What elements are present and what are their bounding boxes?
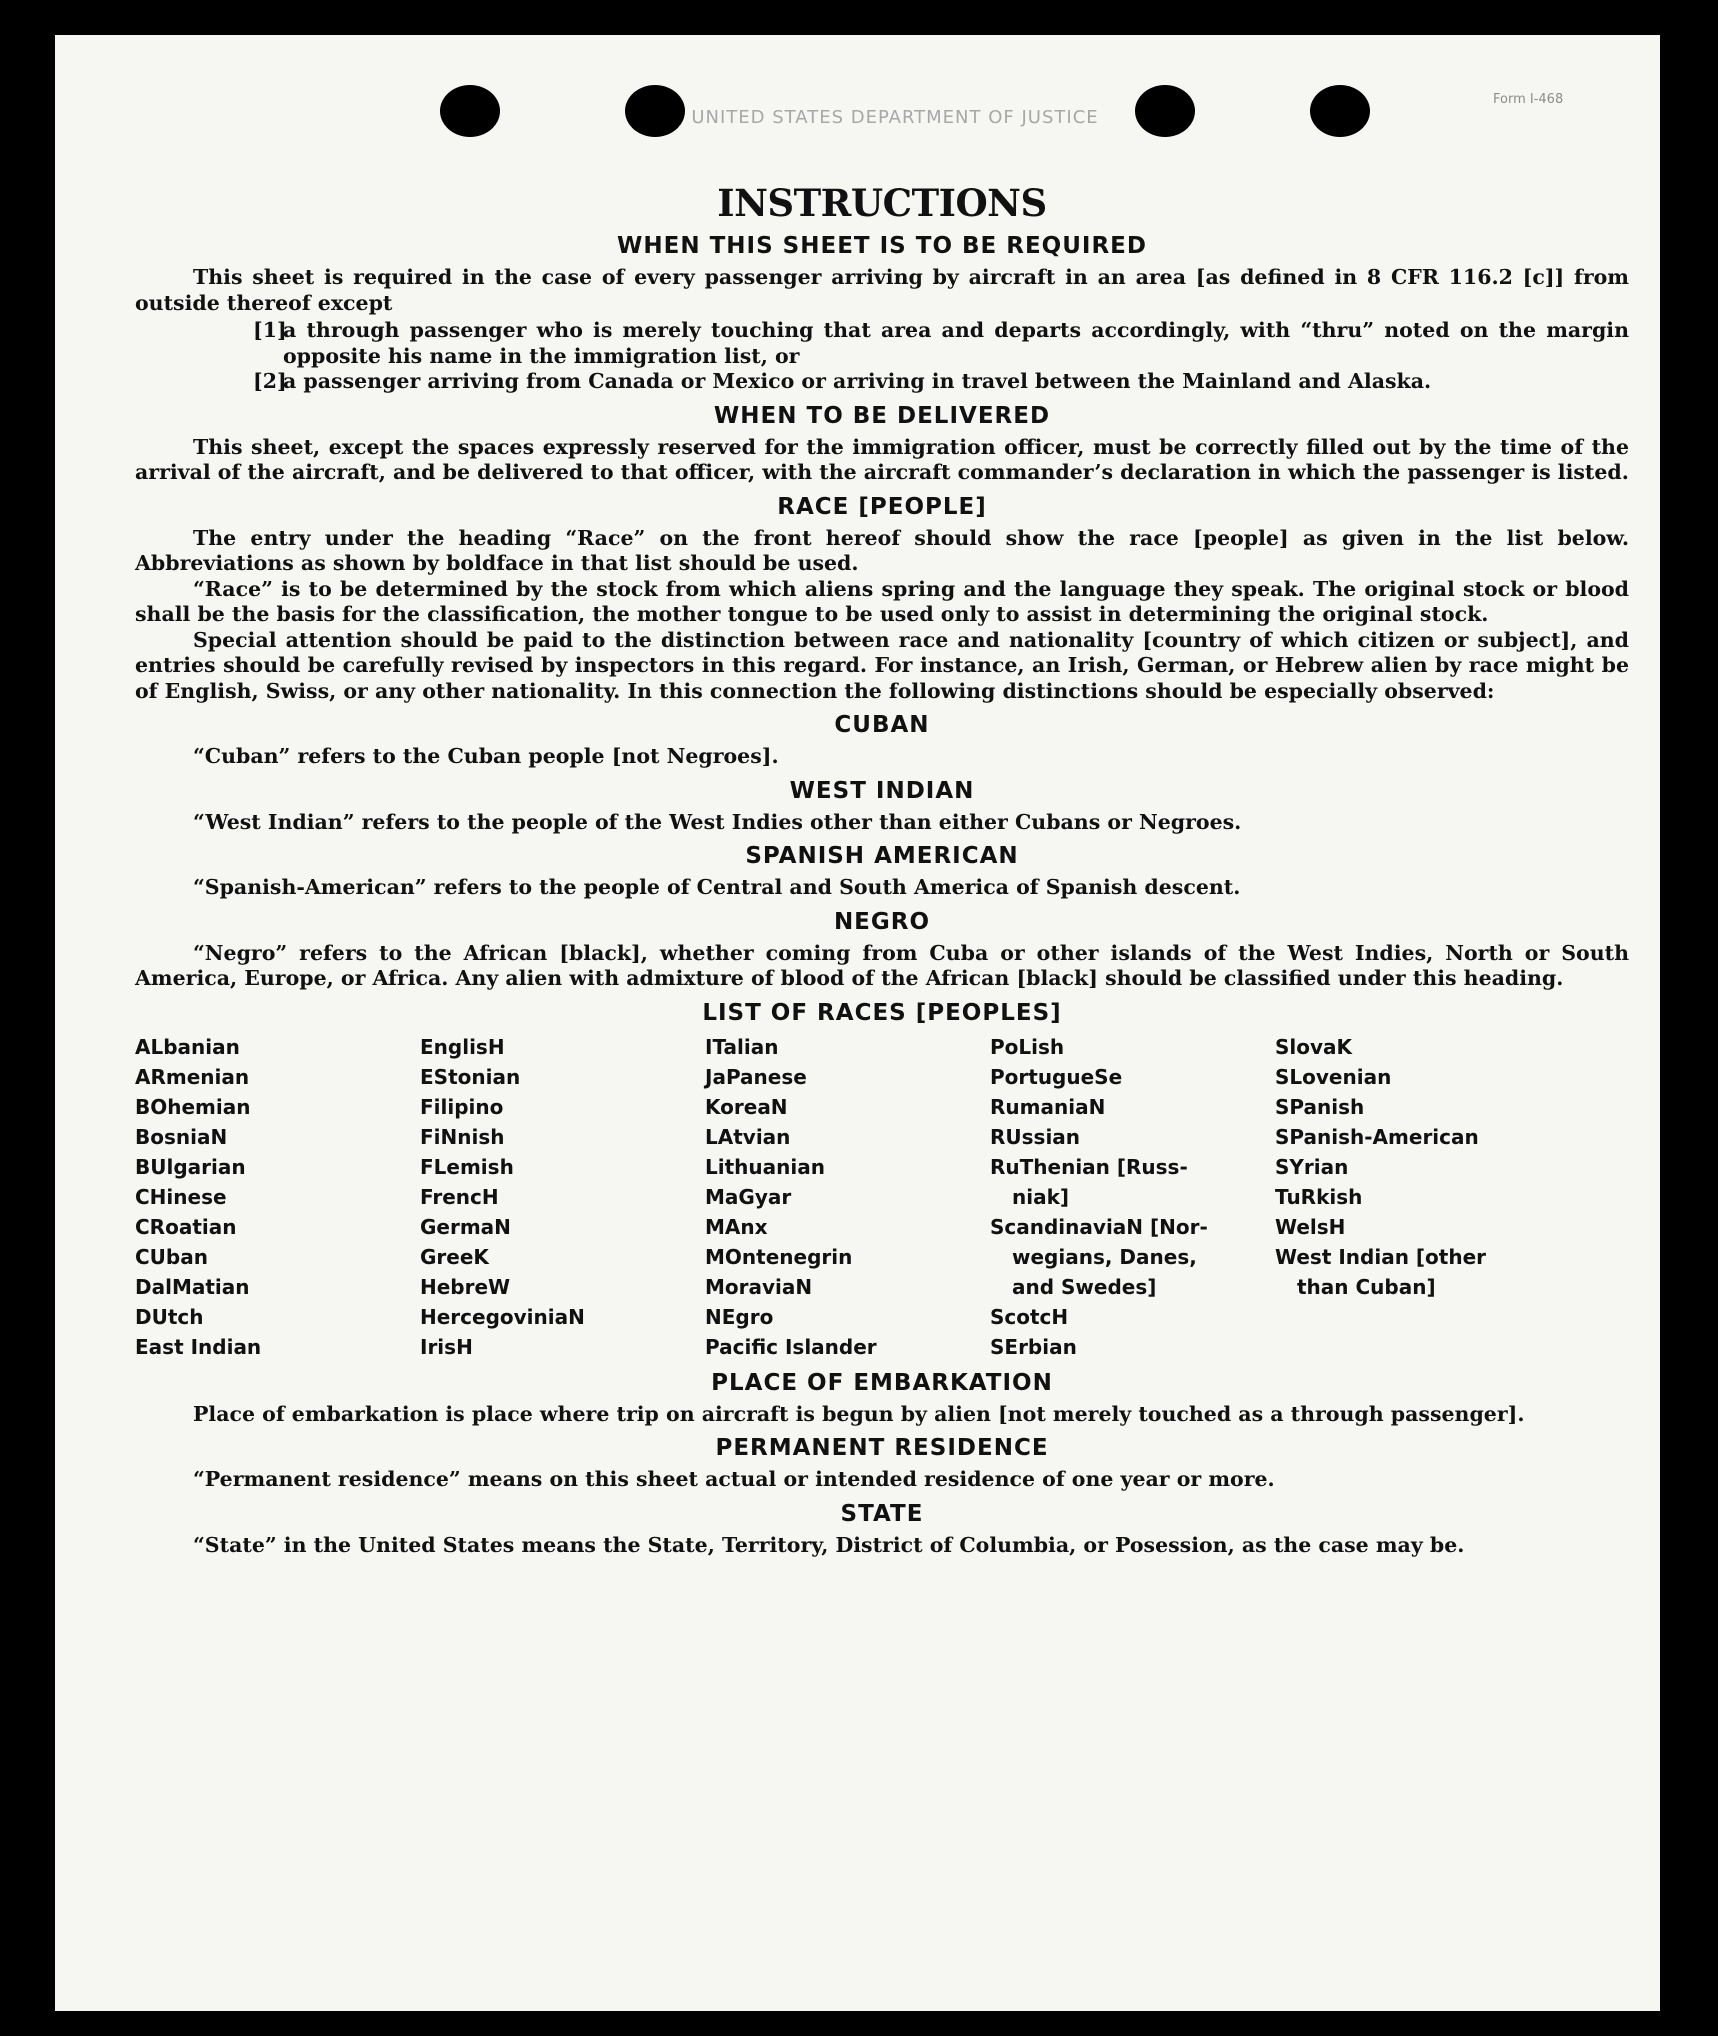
race-entry: DalMatian [135,1274,250,1299]
race-entry: PortugueSe [990,1064,1123,1089]
race-entry: HercegoviniaN [420,1304,585,1329]
race-entry: WelsH [1275,1214,1346,1239]
paragraph: “Spanish-American” refers to the people of Central and South America of Spanish descent. [193,875,1241,899]
race-entry: Filipino [420,1094,504,1119]
races-column [135,1032,420,1362]
race-entry: East Indian [135,1334,262,1359]
race-entry: SPanish [1275,1094,1365,1119]
section-heading: WHEN THIS SHEET IS TO BE REQUIRED [617,233,1147,259]
section-heading: PERMANENT RESIDENCE [715,1435,1049,1461]
race-entry: HebreW [420,1274,511,1299]
paragraph: This sheet, except the spaces expressly reserved for the immigration officer, must be correctly filled out by the time of the arrival of the aircraft, and be delivered to that officer, with the aircraft commander’s declaration in which the passenger is listed. [135,434,1629,484]
race-entry: IrisH [420,1334,473,1359]
department-header: UNITED STATES DEPARTMENT OF JUSTICE [691,107,1099,128]
race-entry: ITalian [705,1034,779,1059]
race-entry: JaPanese [705,1064,807,1089]
list-number: [2] [253,369,287,393]
section-heading: WEST INDIAN [789,777,975,804]
race-entry: CHinese [135,1184,227,1209]
instructions-body [135,145,1629,1558]
paragraph: Place of embarkation is place where trip on aircraft is begun by alien [not merely touched as a through passenger]. [193,1401,1525,1426]
race-entry: DUtch [135,1304,204,1329]
race-entry: FLemish [420,1154,514,1179]
race-entry: BUlgarian [135,1154,246,1179]
list-item [253,369,1629,395]
section-heading: NEGRO [833,908,931,935]
paragraph: The entry under the heading “Race” on the front hereof should show the race [people] as given in the list below. Abbreviations as shown by boldface in that list should be used. [135,525,1629,575]
paragraph: “West Indian” refers to the people of the West Indies other than either Cubans or Negroes. [193,809,1242,834]
race-entry: EStonian [420,1064,521,1089]
races-column [1275,1032,1575,1362]
races-column [420,1032,705,1362]
document-page [55,35,1660,2011]
race-entry: SLovenian [1275,1064,1392,1089]
page-title: INSTRUCTIONS [717,181,1047,225]
form-number: Form I-468 [1493,92,1564,107]
list-text: a through passenger who is merely touching that area and departs accordingly, with “thru” noted on the margin opposite his name in the immigration list, or [283,318,1629,368]
race-entry: and Swedes] [1012,1274,1157,1299]
punch-hole [1310,85,1370,137]
race-entry: MoraviaN [705,1274,813,1299]
race-entry: MaGyar [705,1184,792,1209]
race-entry: RUssian [990,1124,1081,1149]
race-entry: West Indian [other [1275,1244,1486,1269]
section-heading: WHEN TO BE DELIVERED [713,402,1051,429]
race-entry: NEgro [705,1304,774,1329]
race-entry: MAnx [705,1214,768,1239]
race-entry: than Cuban] [1297,1274,1436,1299]
section-heading: STATE [840,1500,924,1527]
section-heading: LIST OF RACES [PEOPLES] [702,999,1062,1026]
race-entry: TuRkish [1275,1184,1363,1209]
race-entry: GermaN [420,1214,511,1239]
paragraph: This sheet is required in the case of every passenger arriving by aircraft in an area [as defined in 8 CFR 116.2 [c]] from outside thereof except [135,265,1629,315]
race-entry: wegians, Danes, [1012,1244,1197,1269]
paragraph: “State” in the United States means the State, Territory, District of Columbia, or Posession, as the case may be. [193,1532,1465,1557]
race-entry: ScotcH [990,1304,1069,1329]
race-entry: ScandinaviaN [Nor- [990,1214,1208,1239]
race-entry: RumaniaN [990,1094,1106,1119]
race-entry: KoreaN [705,1094,788,1119]
race-entry: SPanish-American [1275,1124,1479,1149]
races-column [990,1032,1275,1362]
race-entry: SlovaK [1275,1034,1353,1059]
race-entry: CRoatian [135,1214,237,1239]
paragraph: “Permanent residence” means on this sheet actual or intended residence of one year or more. [193,1467,1275,1491]
race-entry: FrencH [420,1184,499,1209]
race-entry: Lithuanian [705,1154,825,1179]
paragraph: “Cuban” refers to the Cuban people [not Negroes]. [193,744,779,768]
race-entry: MOntenegrin [705,1244,853,1269]
race-entry: BOhemian [135,1094,251,1119]
section-heading: PLACE OF EMBARKATION [711,1369,1053,1396]
paragraph: “Negro” refers to the African [black], whether coming from Cuba or other islands of the West Indies, North or South America, Europe, or Africa. Any alien with admixture of blood of the African [black] should be classified under this heading. [135,940,1629,990]
race-entry: SYrian [1275,1154,1349,1179]
race-entry: Pacific Islander [705,1334,877,1359]
race-entry: RuThenian [Russ- [990,1154,1188,1179]
section-heading: RACE [PEOPLE] [777,493,987,520]
race-entry: LAtvian [705,1124,791,1149]
races-list [135,1032,1629,1362]
race-entry: CUban [135,1244,208,1269]
section-heading: SPANISH AMERICAN [745,843,1019,869]
paragraph: Special attention should be paid to the distinction between race and nationality [country of which citizen or subject], and entries should be carefully revised by inspectors in this regard. For instance, an Irish, German, or Hebrew alien by race might be of English, Swiss, or any other nationality. In this connection the following distinctions should be especially observed: [135,627,1629,703]
race-entry: PoLish [990,1034,1065,1059]
list-item [253,318,1629,369]
race-entry: SErbian [990,1334,1077,1359]
list-text: a passenger arriving from Canada or Mexico or arriving in travel between the Mainland and Alaska. [283,369,1432,393]
race-entry: EnglisH [420,1034,505,1059]
races-column [705,1032,990,1362]
race-entry: ALbanian [135,1034,240,1059]
paragraph: “Race” is to be determined by the stock from which aliens spring and the language they speak. The original stock or blood shall be the basis for the classification, the mother tongue to be used only to assist in determining the original stock. [135,576,1629,626]
race-entry: ARmenian [135,1064,250,1089]
race-entry: BosniaN [135,1124,228,1149]
race-entry: FiNnish [420,1124,505,1149]
race-entry: GreeK [420,1244,489,1269]
punch-hole [440,85,500,137]
race-entry: niak] [1012,1184,1070,1209]
list-number: [1] [253,318,287,342]
section-heading: CUBAN [834,712,930,738]
